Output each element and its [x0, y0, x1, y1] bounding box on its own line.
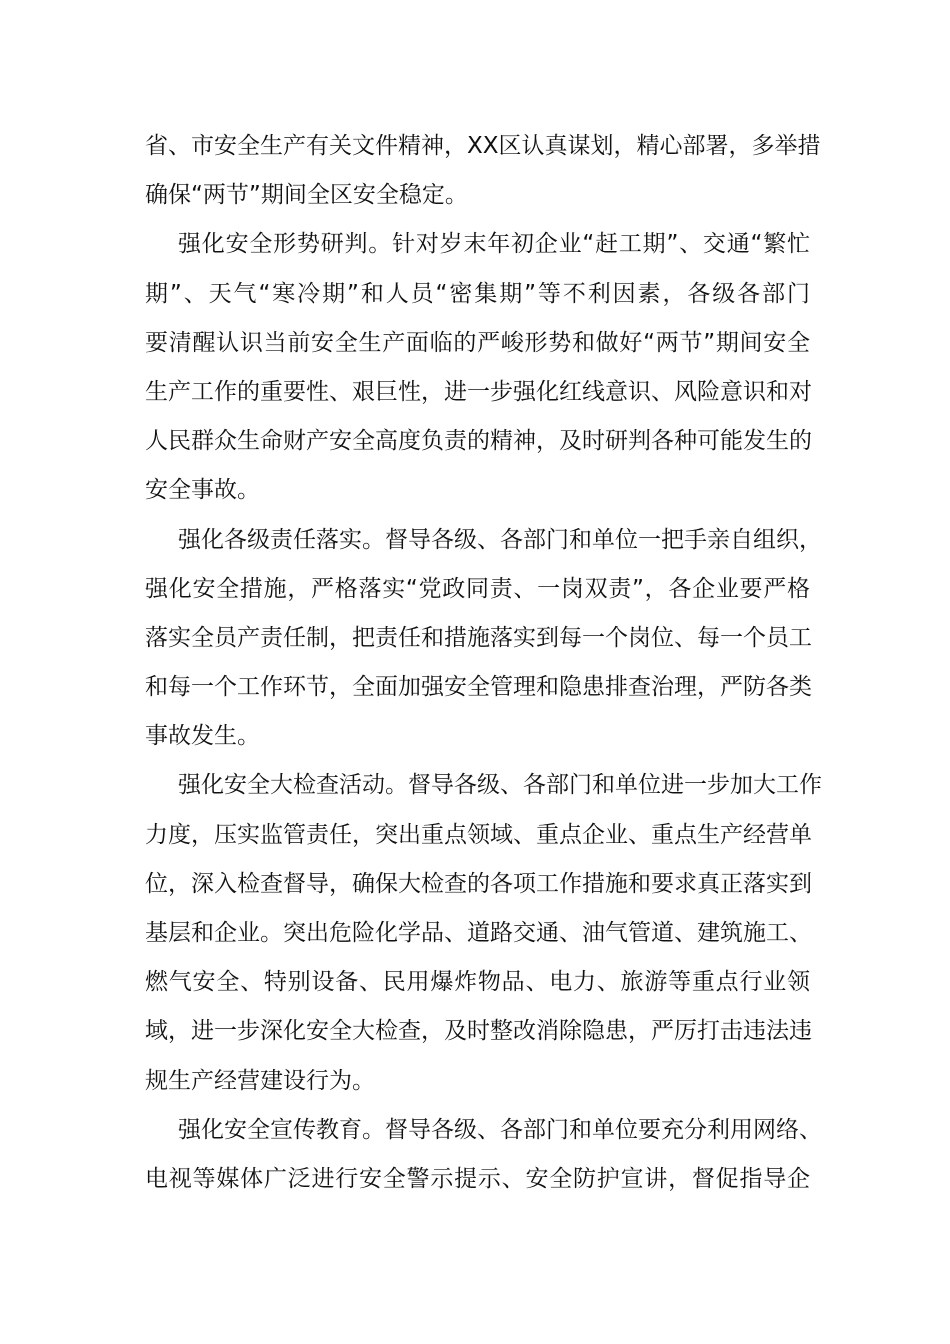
paragraph-intro-continuation [145, 122, 821, 220]
text-line: 强化安全宣传教育。督导各级、各部门和单位要充分利用网络、 [178, 1116, 822, 1143]
text-line: 强化各级责任落实。督导各级、各部门和单位一把手亲自组织， [178, 526, 822, 553]
text-line: 安全事故。 [145, 477, 260, 504]
paragraph-inspection [145, 761, 822, 1105]
text-line: 生产工作的重要性、艰巨性，进一步强化红线意识、风险意识和对 [145, 378, 812, 405]
paragraph-publicity [145, 1106, 822, 1204]
text-line: 强化安全形势研判。针对岁末年初企业“赶工期”、交通“繁忙 [178, 231, 810, 258]
text-line: 基层和企业。突出危险化学品、道路交通、油气管道、建筑施工、 [145, 920, 812, 946]
text-line: 规生产经营建设行为。 [145, 1067, 375, 1094]
text-line: 确保“两节”期间全区安全稳定。 [145, 182, 468, 209]
text-line: 落实全员产责任制，把责任和措施落实到每一个岗位、每一个员工 [145, 624, 812, 651]
paragraph-situation-analysis [145, 220, 810, 515]
text-line: 期”、天气“寒冷期”和人员“密集期”等不利因素，各级各部门 [145, 280, 810, 307]
text-line: 燃气安全、特别设备、民用爆炸物品、电力、旅游等重点行业领 [145, 969, 810, 996]
text-line: 省、市安全生产有关文件精神，XX区认真谋划，精心部署，多举措 [145, 133, 821, 159]
text-line: 事故发生。 [145, 723, 260, 750]
text-line: 位，深入检查督导，确保大检查的各项工作措施和要求真正落实到 [145, 870, 812, 897]
text-line: 要清醒认识当前安全生产面临的严峻形势和做好“两节”期间安全 [145, 329, 810, 356]
paragraph-responsibility [145, 516, 822, 762]
text-line: 力度，压实监管责任，突出重点领域、重点企业、重点生产经营单 [145, 821, 812, 848]
text-line: 域，进一步深化安全大检查，及时整改消除隐患，严厉打击违法违 [145, 1018, 812, 1045]
text-line: 强化安全大检查活动。督导各级、各部门和单位进一步加大工作 [178, 772, 822, 799]
text-line: 电视等媒体广泛进行安全警示提示、安全防护宣讲，督促指导企 [145, 1165, 810, 1192]
text-line: 和每一个工作环节，全面加强安全管理和隐患排查治理，严防各类 [145, 674, 812, 701]
document-body [145, 122, 822, 1204]
text-line: 人民群众生命财产安全高度负责的精神，及时研判各种可能发生的 [145, 428, 812, 455]
text-line: 强化安全措施，严格落实“党政同责、一岗双责”，各企业要严格 [145, 575, 810, 602]
